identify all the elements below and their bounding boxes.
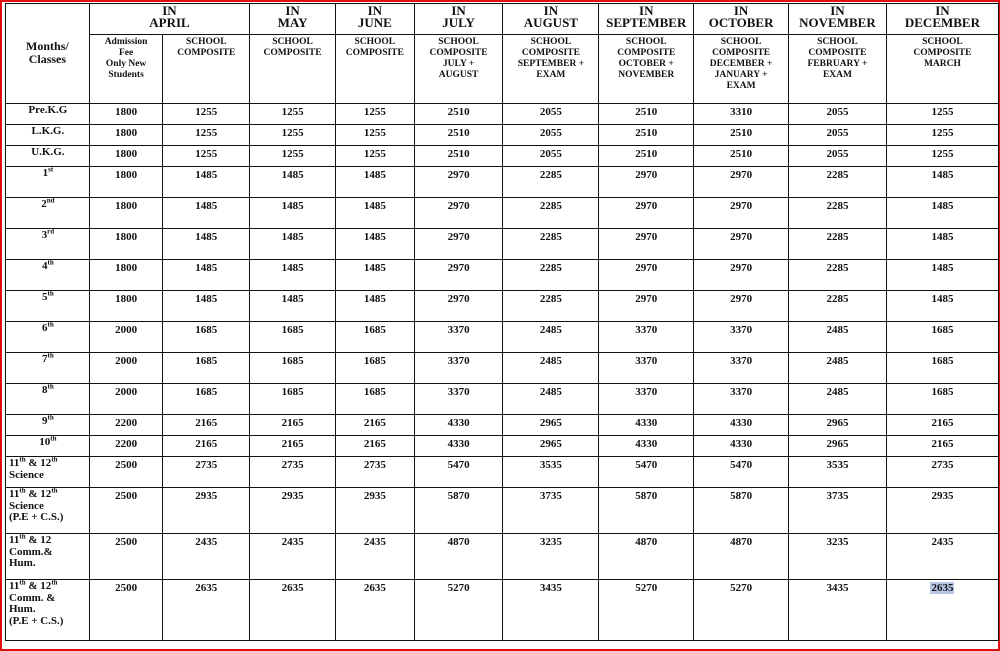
fee-cell: 2055 (503, 125, 599, 146)
fee-cell: 2485 (789, 322, 887, 353)
fee-cell: 1485 (886, 260, 998, 291)
table-row (6, 580, 999, 641)
column-subheader: SCHOOL COMPOSITE (163, 35, 250, 104)
fee-cell: 2935 (335, 488, 414, 534)
fee-cell: 1485 (886, 291, 998, 322)
fee-cell: 2285 (789, 260, 887, 291)
class-label: 11th & 12 Comm.& Hum. (6, 534, 90, 580)
fee-cell: 3370 (694, 353, 789, 384)
fee-cell: 2970 (694, 229, 789, 260)
class-label: 4th (6, 260, 90, 291)
fee-cell: 1800 (89, 229, 163, 260)
fee-cell: 5470 (414, 457, 503, 488)
fee-cell: 2965 (503, 415, 599, 436)
fee-cell: 2285 (789, 167, 887, 198)
table-row (6, 146, 999, 167)
fee-cell: 1255 (886, 104, 998, 125)
fee-cell: 2435 (250, 534, 336, 580)
class-label: 3rd (6, 229, 90, 260)
column-subheader: Admission Fee Only New Students (89, 35, 163, 104)
fee-cell: 1685 (886, 353, 998, 384)
fee-cell: 2970 (694, 167, 789, 198)
fee-cell: 1485 (886, 229, 998, 260)
fee-cell: 1255 (335, 104, 414, 125)
fee-cell: 2510 (414, 146, 503, 167)
fee-cell: 1485 (250, 198, 336, 229)
fee-cell: 3310 (694, 104, 789, 125)
fee-cell: 2510 (694, 125, 789, 146)
table-row (6, 260, 999, 291)
fee-cell: 2500 (89, 488, 163, 534)
month-header: IN APRIL (89, 4, 249, 35)
fee-cell: 1485 (250, 260, 336, 291)
months-classes-header: Months/ Classes (6, 4, 90, 104)
class-label: 1st (6, 167, 90, 198)
table-row (6, 125, 999, 146)
table-row (6, 198, 999, 229)
fee-cell: 2500 (89, 580, 163, 641)
fee-cell: 3535 (503, 457, 599, 488)
fee-cell: 2285 (503, 229, 599, 260)
table-row (6, 488, 999, 534)
table-row (6, 167, 999, 198)
fee-cell: 2285 (789, 198, 887, 229)
table-row (6, 415, 999, 436)
table-row (6, 436, 999, 457)
fee-cell: 1485 (335, 291, 414, 322)
table-row (6, 291, 999, 322)
fee-cell: 1800 (89, 125, 163, 146)
fee-cell: 2435 (335, 534, 414, 580)
selected-text: 2635 (931, 582, 954, 594)
fee-cell: 2935 (886, 488, 998, 534)
fee-cell: 3735 (503, 488, 599, 534)
fee-cell: 2510 (599, 104, 694, 125)
fee-cell: 1485 (335, 167, 414, 198)
fee-cell: 5870 (694, 488, 789, 534)
fee-cell: 1685 (886, 322, 998, 353)
fee-table (5, 3, 999, 641)
class-label: 8th (6, 384, 90, 415)
class-label: U.K.G. (6, 146, 90, 167)
fee-cell: 1485 (250, 229, 336, 260)
fee-cell: 2285 (503, 260, 599, 291)
fee-table-body (6, 104, 999, 641)
fee-cell: 2500 (89, 534, 163, 580)
fee-cell: 4330 (694, 436, 789, 457)
fee-cell: 2165 (335, 436, 414, 457)
fee-cell: 2735 (335, 457, 414, 488)
fee-cell: 5470 (599, 457, 694, 488)
fee-cell: 2485 (789, 384, 887, 415)
fee-cell: 5870 (599, 488, 694, 534)
fee-cell: 3370 (599, 353, 694, 384)
fee-cell: 2485 (503, 384, 599, 415)
table-row (6, 384, 999, 415)
fee-cell: 2285 (503, 167, 599, 198)
fee-cell: 2510 (599, 125, 694, 146)
table-row (6, 104, 999, 125)
fee-cell: 4330 (599, 415, 694, 436)
fee-cell: 2965 (503, 436, 599, 457)
fee-cell: 2500 (89, 457, 163, 488)
fee-cell: 3370 (694, 322, 789, 353)
fee-cell: 2970 (694, 260, 789, 291)
fee-cell: 2200 (89, 415, 163, 436)
fee-cell: 2970 (599, 198, 694, 229)
fee-cell: 2970 (414, 260, 503, 291)
fee-cell: 2510 (694, 146, 789, 167)
month-header: IN JUNE (335, 4, 414, 35)
fee-cell: 1485 (250, 291, 336, 322)
fee-cell: 1255 (250, 104, 336, 125)
table-row (6, 229, 999, 260)
month-header: IN JULY (414, 4, 503, 35)
fee-cell: 2000 (89, 322, 163, 353)
fee-cell: 1685 (250, 322, 336, 353)
subheader-row (6, 35, 999, 104)
fee-cell: 1255 (335, 125, 414, 146)
fee-cell: 1685 (163, 353, 250, 384)
fee-cell: 2285 (503, 198, 599, 229)
column-subheader: SCHOOL COMPOSITE MARCH (886, 35, 998, 104)
fee-cell: 4870 (414, 534, 503, 580)
fee-cell: 2055 (789, 104, 887, 125)
fee-cell: 5270 (414, 580, 503, 641)
fee-cell: 4330 (694, 415, 789, 436)
fee-cell: 1685 (250, 353, 336, 384)
month-header: IN SEPTEMBER (599, 4, 694, 35)
month-header: IN OCTOBER (694, 4, 789, 35)
class-label: L.K.G. (6, 125, 90, 146)
fee-cell: 2970 (599, 260, 694, 291)
fee-cell: 3435 (503, 580, 599, 641)
fee-cell: 5270 (599, 580, 694, 641)
fee-cell: 4870 (694, 534, 789, 580)
fee-cell: 1800 (89, 167, 163, 198)
fee-cell: 2970 (599, 167, 694, 198)
month-header: IN AUGUST (503, 4, 599, 35)
fee-cell: 2485 (789, 353, 887, 384)
column-subheader: SCHOOL COMPOSITE FEBRUARY + EXAM (789, 35, 887, 104)
fee-cell: 3370 (599, 322, 694, 353)
fee-cell: 2735 (886, 457, 998, 488)
fee-cell: 1685 (335, 322, 414, 353)
fee-cell: 3535 (789, 457, 887, 488)
fee-cell: 2510 (414, 125, 503, 146)
fee-cell: 1800 (89, 198, 163, 229)
fee-cell: 2510 (599, 146, 694, 167)
fee-cell: 2735 (250, 457, 336, 488)
fee-cell: 2510 (414, 104, 503, 125)
fee-cell: 1255 (163, 146, 250, 167)
fee-cell: 1685 (886, 384, 998, 415)
fee-cell: 3235 (789, 534, 887, 580)
fee-cell: 1685 (335, 353, 414, 384)
fee-cell: 1485 (335, 229, 414, 260)
table-row (6, 353, 999, 384)
fee-cell: 2285 (789, 291, 887, 322)
table-row (6, 534, 999, 580)
fee-cell: 2055 (789, 146, 887, 167)
fee-cell: 2965 (789, 436, 887, 457)
fee-cell: 3370 (414, 322, 503, 353)
fee-cell: 2200 (89, 436, 163, 457)
class-label: 11th & 12th Science (6, 457, 90, 488)
fee-cell: 2970 (599, 229, 694, 260)
fee-cell: 1485 (886, 167, 998, 198)
fee-cell: 1485 (163, 167, 250, 198)
fee-cell: 2635 (163, 580, 250, 641)
class-label: 6th (6, 322, 90, 353)
fee-cell: 2485 (503, 353, 599, 384)
column-subheader: SCHOOL COMPOSITE (250, 35, 336, 104)
fee-cell: 1255 (163, 104, 250, 125)
fee-cell: 2165 (250, 436, 336, 457)
month-header: IN MAY (250, 4, 336, 35)
fee-cell: 1255 (250, 125, 336, 146)
fee-cell: 3370 (414, 384, 503, 415)
fee-cell: 3370 (414, 353, 503, 384)
column-subheader: SCHOOL COMPOSITE (335, 35, 414, 104)
fee-cell: 2165 (335, 415, 414, 436)
fee-cell: 2165 (250, 415, 336, 436)
class-label: Pre.K.G (6, 104, 90, 125)
fee-cell: 2935 (250, 488, 336, 534)
month-header: IN NOVEMBER (789, 4, 887, 35)
class-label: 2nd (6, 198, 90, 229)
column-subheader: SCHOOL COMPOSITE OCTOBER + NOVEMBER (599, 35, 694, 104)
fee-cell: 2055 (789, 125, 887, 146)
fee-cell: 2970 (414, 198, 503, 229)
fee-cell: 2635 (335, 580, 414, 641)
fee-cell: 1255 (163, 125, 250, 146)
fee-cell: 2000 (89, 353, 163, 384)
fee-cell: 1685 (335, 384, 414, 415)
table-row (6, 322, 999, 353)
table-row (6, 457, 999, 488)
fee-cell: 4870 (599, 534, 694, 580)
fee-cell: 3370 (599, 384, 694, 415)
fee-cell: 1485 (886, 198, 998, 229)
fee-cell: 2935 (163, 488, 250, 534)
fee-cell: 3435 (789, 580, 887, 641)
month-header: IN DECEMBER (886, 4, 998, 35)
column-subheader: SCHOOL COMPOSITE SEPTEMBER + EXAM (503, 35, 599, 104)
class-label: 11th & 12th Comm. & Hum. (P.E + C.S.) (6, 580, 90, 641)
fee-cell: 2970 (414, 167, 503, 198)
fee-cell: 1485 (163, 198, 250, 229)
fee-cell: 1485 (163, 291, 250, 322)
fee-cell: 1485 (163, 260, 250, 291)
fee-cell: 5270 (694, 580, 789, 641)
fee-cell: 1685 (250, 384, 336, 415)
fee-cell: 1255 (335, 146, 414, 167)
fee-cell: 2285 (503, 291, 599, 322)
fee-cell: 1800 (89, 104, 163, 125)
fee-cell: 5470 (694, 457, 789, 488)
fee-cell: 1255 (250, 146, 336, 167)
fee-cell: 2435 (163, 534, 250, 580)
fee-cell: 2970 (694, 291, 789, 322)
fee-cell: 2635 (250, 580, 336, 641)
fee-cell: 2485 (503, 322, 599, 353)
fee-cell: 1685 (163, 322, 250, 353)
fee-cell: 1485 (335, 198, 414, 229)
fee-cell: 2055 (503, 104, 599, 125)
class-label: 11th & 12th Science (P.E + C.S.) (6, 488, 90, 534)
column-subheader: SCHOOL COMPOSITE JULY + AUGUST (414, 35, 503, 104)
fee-cell: 4330 (599, 436, 694, 457)
fee-cell: 2970 (599, 291, 694, 322)
fee-cell: 3735 (789, 488, 887, 534)
class-label: 9th (6, 415, 90, 436)
class-label: 7th (6, 353, 90, 384)
fee-cell: 2970 (414, 291, 503, 322)
fee-cell: 4330 (414, 415, 503, 436)
fee-cell: 3235 (503, 534, 599, 580)
fee-cell: 2055 (503, 146, 599, 167)
fee-cell: 2970 (414, 229, 503, 260)
fee-cell: 2435 (886, 534, 998, 580)
fee-cell: 1800 (89, 291, 163, 322)
fee-cell: 1255 (886, 146, 998, 167)
fee-cell: 5870 (414, 488, 503, 534)
fee-cell: 2165 (886, 436, 998, 457)
column-subheader: SCHOOL COMPOSITE DECEMBER + JANUARY + EXAM (694, 35, 789, 104)
fee-cell: 1485 (250, 167, 336, 198)
fee-cell (886, 580, 998, 641)
fee-cell: 3370 (694, 384, 789, 415)
fee-cell: 1485 (335, 260, 414, 291)
fee-cell: 2165 (163, 415, 250, 436)
fee-cell: 1255 (886, 125, 998, 146)
fee-cell: 2965 (789, 415, 887, 436)
class-label: 10th (6, 436, 90, 457)
fee-cell: 2165 (163, 436, 250, 457)
month-header-row (6, 4, 999, 35)
fee-cell: 2735 (163, 457, 250, 488)
fee-cell: 1800 (89, 146, 163, 167)
fee-cell: 1685 (163, 384, 250, 415)
fee-cell: 2165 (886, 415, 998, 436)
fee-cell: 1800 (89, 260, 163, 291)
class-label: 5th (6, 291, 90, 322)
fee-cell: 4330 (414, 436, 503, 457)
fee-cell: 2000 (89, 384, 163, 415)
fee-cell: 1485 (163, 229, 250, 260)
fee-cell: 2970 (694, 198, 789, 229)
fee-cell: 2285 (789, 229, 887, 260)
